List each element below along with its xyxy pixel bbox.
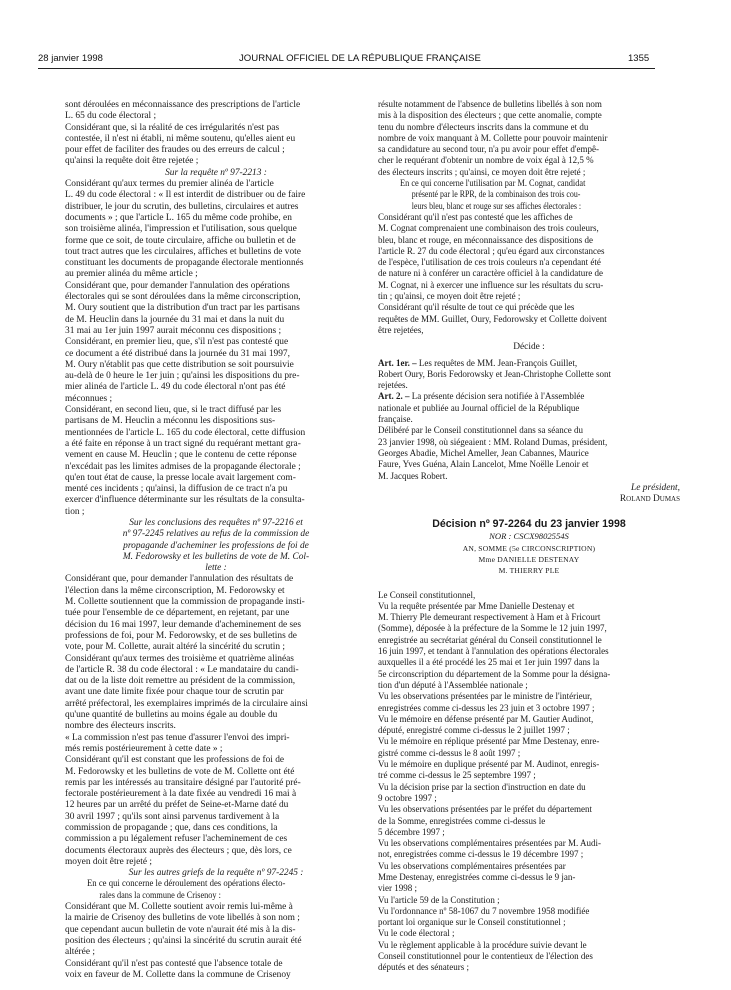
text-line: Art. 2. – La présente décision sera notifiée à l'Assemblée (378, 392, 585, 403)
text-line: 16 juin 1997, et tendant à l'annulation des opérations électorales (378, 647, 609, 658)
text-line: tuée pour l'ensemble de ce département, en rejetant, par une (65, 608, 290, 619)
text-line: « La commission n'est pas tenue d'assurer l'envoi des impri- (65, 732, 290, 743)
text-line: des électeurs inscrits ; qu'ainsi, ce moyen doit être rejeté ; (378, 167, 586, 178)
text-line: au premier alinéa du même article ; (65, 269, 198, 280)
text-line: M. Fedorowsky et les bulletins de vote de M. Col- (122, 551, 310, 562)
text-line: 9 octobre 1997 ; (378, 793, 437, 804)
text-line: menté ces incidents ; qu'ainsi, la diffusion de ce tract n'a pu (65, 484, 288, 495)
text-line: M. Jacques Robert. (378, 471, 448, 482)
decision-nor: NOR : CSCX9802554S (489, 531, 569, 542)
text-line: tenu du nombre d'électeurs inscrits dans la commune et du (378, 122, 589, 133)
text-line: a été faite en réponse à un tract signé du requérant mettant gra- (65, 438, 301, 449)
text-line: documents » ; que l'article L. 165 du même code prohibe, en (65, 212, 292, 223)
text-line: professions de foi, pour M. Fedorowsky, et de ses bulletins de (65, 630, 297, 641)
text-line: Vu le code électoral ; (378, 929, 455, 940)
text-line: Vu les observations complémentaires présentées par M. Audi- (378, 839, 601, 850)
text-line: M. Oury soutient que la distribution d'un tract par les partisans (65, 303, 300, 314)
text-line: qu'ainsi la requête doit être rejetée ; (65, 156, 199, 167)
text-line: Sur les conclusions des requêtes nº 97-2216 et (129, 517, 303, 528)
text-line: L. 49 du code électoral : « Il est interdit de distribuer ou de faire (65, 190, 306, 201)
text-line: Faure, Yves Guéna, Alain Lancelot, Mme Noëlle Lenoir et (378, 460, 589, 471)
text-line: Le président, (631, 482, 680, 493)
text-line: vote, pour M. Collette, aurait altéré la sincérité du scrutin ; (65, 642, 285, 653)
text-line: vier 1998 ; (378, 884, 418, 895)
text-line: Vu la requête présentée par Mme Danielle Destenay et (378, 601, 575, 612)
text-line: position des électeurs ; qu'ainsi la sincérité du scrutin aurait été (65, 935, 302, 946)
text-line: Considérant qu'il résulte de tout ce qui précède que les (378, 303, 575, 314)
text-line: Considérant qu'il est constant que les professions de foi de (65, 755, 285, 766)
text-line: lette : (205, 563, 227, 574)
text-line: forme que ce soit, de toute circulaire, affiche ou bulletin et de (65, 235, 296, 246)
text-line: tout tract autres que les circulaires, affiches et bulletins de vote (65, 246, 301, 257)
text-line: M. Cognat comprenaient une combinaison des trois couleurs, (378, 224, 599, 235)
text-line: Vu le règlement applicable à la procédure suivie devant le (378, 940, 587, 951)
text-line: M. Oury n'établit pas que cette distribution se soit poursuivie (65, 359, 294, 370)
text-line: not, enregistrées comme ci-dessus le 19 décembre 1997 ; (378, 850, 584, 861)
text-line: sa candidature au second tour, n'a pu avoir pour effet d'empê- (378, 145, 599, 156)
text-line: Considérant qu'aux termes du premier alinéa de l'article (65, 179, 274, 190)
right-column (378, 100, 680, 975)
text-line: Georges Abadie, Michel Ameller, Jean Cabannes, Maurice (378, 448, 589, 459)
text-line: 30 avril 1997 ; qu'ils sont ainsi parvenus tardivement à la (65, 811, 280, 822)
text-line: En ce qui concerne l'utilisation par M. Cognat, candidat (400, 179, 586, 190)
text-line: enregistrée au secrétariat général du Conseil constitutionnel le (378, 635, 602, 646)
text-line: Sur la requête nº 97-2213 : (165, 167, 267, 178)
text-line: française. (378, 415, 413, 426)
text-line: En ce qui concerne le déroulement des opérations électo- (87, 879, 286, 890)
decision-party-2: M. THIERRY PLE (498, 566, 560, 576)
text-line: députés et des sénateurs ; (378, 963, 470, 974)
text-line: (Somme), déposée à la préfecture de la Somme le 12 juin 1997, (378, 624, 607, 635)
text-line: que cependant aucun bulletin de vote n'aurait été mis à la dis- (65, 924, 296, 935)
text-line: la mairie de Crisenoy des bulletins de vote libellés à son nom ; (65, 913, 300, 924)
text-line: qu'une quantité de bulletins au moins égale au double du (65, 710, 278, 721)
header-journal-title: JOURNAL OFFICIEL DE LA RÉPUBLIQUE FRANÇAISE (239, 53, 481, 64)
text-line: Considérant qu'il n'est pas contesté que les affiches de (378, 212, 573, 223)
text-line: Considérant, en premier lieu, que, s'il n'est pas contesté que (65, 337, 289, 348)
text-line: bleu, blanc et rouge, en méconnaissance des dispositions de (378, 235, 594, 246)
text-line: sont déroulées en méconnaissance des prescriptions de l'article (65, 100, 301, 110)
text-line: Considérant que, si la réalité de ces irrégularités n'est pas (65, 122, 280, 133)
text-line: leurs bleu, blanc et rouge sur ses affiches électorales : (411, 201, 582, 212)
text-line: Considérant que, pour demander l'annulation des opérations (65, 280, 290, 291)
text-line: Considérant qu'aux termes des troisième et quatrième alinéas (65, 653, 294, 664)
text-line: de M. Heuclin dans la journée du 31 mai et dans la nuit du (65, 314, 285, 325)
text-line: pour effet de faciliter des fraudes ou des erreurs de calcul ; (65, 145, 285, 156)
text-line: nº 97-2245 relatives au refus de la commission de (122, 529, 310, 540)
text-line: Robert Oury, Boris Fedorowsky et Jean-Christophe Collette sont (378, 369, 611, 380)
decision-title: Décision nº 97-2264 du 23 janvier 1998 (432, 518, 626, 531)
text-line: gistré comme ci-dessus le 8 août 1997 ; (378, 748, 521, 759)
text-line: Roland Dumas (619, 494, 680, 505)
header-rule (38, 68, 655, 69)
text-line: Conseil constitutionnel pour le contentieux de l'élection des (378, 952, 593, 963)
text-line: M. Collette soutiennent que la commission de propagande insti- (65, 597, 305, 608)
text-line: M. Fedorowsky et les bulletins de vote de M. Collette ont été (65, 766, 295, 777)
previous-decision-conclusion (378, 100, 680, 505)
text-line: constituant les documents de propagande électorale mentionnés (65, 258, 304, 269)
text-line: Délibéré par le Conseil constitutionnel dans sa séance du (378, 426, 584, 437)
text-line: auxquelles il a été procédé les 25 mai et 1er juin 1997 dans la (378, 658, 600, 669)
text-line: remis par les intéressés au transitaire désigné par l'autorité pré- (65, 777, 301, 788)
text-line: Art. 1er. – Les requêtes de MM. Jean-François Guillet, (378, 358, 578, 369)
text-line: tré comme ci-dessus le 25 septembre 1997 ; (378, 771, 536, 782)
text-line: tion ; (65, 506, 85, 517)
text-line: Considérant que, pour demander l'annulation des résultats de (65, 574, 294, 585)
text-line: fectorale postérieurement à la date fixée au vendredi 16 mai à (65, 789, 297, 800)
text-line: commission de propagande ; que, dans ces conditions, la (65, 823, 278, 833)
text-line: altérée ; (65, 947, 95, 958)
text-line: Vu le mémoire en défense présenté par M. Gautier Audinot, (378, 714, 594, 725)
text-line: commission a pu légalement refuser l'acheminement de ces (65, 834, 288, 845)
text-line: être rejetées, (378, 325, 424, 336)
text-line: voix en faveur de M. Collette dans la commune de Crisenoy (65, 969, 291, 980)
text-line: rejetées. (378, 381, 408, 392)
text-line: Décide : (513, 342, 545, 353)
decision-circonscription: AN, SOMME (5e CIRCONSCRIPTION) (462, 543, 596, 553)
text-line: député, enregistré comme ci-dessus le 2 juillet 1997 ; (378, 726, 570, 737)
text-line: ce document a été distribué dans la journée du 31 mai 1997, (65, 348, 290, 359)
text-line: documents électoraux auprès des électeurs ; que, dès lors, ce (65, 845, 292, 856)
text-line: Considérant que M. Collette soutient avoir remis lui-même à (65, 902, 293, 913)
text-line: Vu la décision prise par la section d'instruction en date du (378, 782, 586, 793)
text-line: méconnues ; (65, 393, 113, 404)
text-line: son troisième alinéa, l'impression et l'utilisation, sous quelque (65, 224, 297, 235)
text-line: nombre de voix manquant à M. Collette pour pouvoir maintenir (378, 133, 608, 144)
text-line: au-delà de 0 heure le 1er juin ; qu'ainsi les dispositions du pre- (65, 371, 300, 382)
text-line: més remis postérieurement à cette date » ; (65, 743, 223, 754)
text-line: 12 heures par un arrêté du préfet de Seine-et-Marne daté du (65, 800, 289, 811)
text-line: résulte notamment de l'absence de bulletins libellés à son nom (378, 100, 602, 110)
header-date: 28 janvier 1998 (38, 53, 103, 64)
text-line: M. Thierry Ple demeurant respectivement à Ham et à Fricourt (378, 613, 601, 624)
text-line: portant loi organique sur le Conseil constitutionnel ; (378, 918, 566, 929)
text-line: mentionnées de l'article L. 165 du code électoral, cette diffusion (65, 427, 306, 438)
text-line: n'excédait pas les limites admises de la propagande électorale ; (65, 461, 301, 472)
text-line: Vu le mémoire en duplique présenté par M. Audinot, enregis- (378, 760, 600, 771)
text-line: nombre des électeurs inscrits. (65, 721, 176, 732)
text-line: de l'espèce, l'utilisation de ces trois couleurs n'a cependant été (378, 258, 601, 269)
text-line: arrêté préfectoral, les exemplaires imprimés de la circulaire ainsi (65, 698, 308, 709)
text-line: exercer d'influence déterminante sur les résultats de la consulta- (65, 495, 305, 506)
text-line: Le Conseil constitutionnel, (378, 590, 476, 601)
text-line: distribuer, le jour du scrutin, des bulletins, circulaires et autres (65, 201, 299, 212)
text-line: dat ou de la liste doit remettre au président de la commission, (65, 676, 296, 687)
text-line: L. 65 du code électoral ; (65, 111, 157, 122)
text-line: l'article R. 27 du code électoral ; qu'eu égard aux circonstances (378, 246, 605, 257)
text-line: Considérant, en second lieu, que, si le tract diffusé par les (65, 405, 282, 416)
text-line: nationale et publiée au Journal officiel de la République (378, 403, 580, 414)
text-line: avant une date limite fixée pour chaque tour de scrutin par (65, 687, 284, 698)
header-page-number: 1355 (628, 53, 650, 64)
text-line: tion d'un député à l'Assemblée nationale ; (378, 680, 528, 691)
text-line: électorales qui se sont déroulées dans la même circonscription, (65, 292, 301, 303)
text-line: moyen doit être rejeté ; (65, 856, 152, 867)
text-line: 31 mai au 1er juin 1997 aurait méconnu ces dispositions ; (65, 325, 282, 336)
text-line: 5e circonscription du département de la Somme pour la désigna- (378, 669, 611, 680)
decision-body (378, 591, 680, 975)
text-line: Vu le mémoire en réplique présenté par Mme Destenay, enre- (378, 737, 600, 748)
decision-party-1: Mme DANIELLE DESTENAY (478, 554, 580, 564)
left-column (65, 100, 367, 981)
text-line: de la Somme, enregistrées comme ci-dessus le (378, 816, 546, 827)
text-line: rales dans la commune de Crisenoy : (99, 890, 221, 901)
text-line: Considérant qu'il n'est pas contesté que l'absence totale de (65, 958, 283, 969)
text-line: l'élection dans la même circonscription, M. Fedorowsky et (65, 585, 285, 596)
text-line: enregistrées comme ci-dessus les 23 juin et 3 octobre 1997 ; (378, 703, 595, 714)
text-line: Vu l'article 59 de la Constitution ; (378, 895, 500, 906)
text-line: vement en cause M. Heuclin ; que le contenu de cette réponse (65, 450, 297, 461)
text-line: M. Cognat, ni à exercer une influence sur les résultats du scru- (378, 280, 604, 291)
text-line: 23 janvier 1998, où siégeaient : MM. Roland Dumas, président, (378, 437, 608, 448)
text-line: de nature ni à conférer un caractère officiel à la candidature de (378, 269, 604, 280)
text-line: de l'article R. 38 du code électoral : « Le mandataire du candi- (65, 664, 299, 675)
text-line: Mme Destenay, enregistrées comme ci-dessus le 9 jan- (378, 873, 576, 883)
text-line: Vu les observations complémentaires présentées par (378, 861, 566, 872)
text-line: Sur les autres griefs de la requête nº 97-2245 : (128, 868, 304, 879)
text-line: Vu les observations présentées par le ministre de l'intérieur, (378, 692, 592, 703)
text-line: cher le requérant d'obtenir un nombre de voix égal à 12,5 % (378, 156, 594, 167)
text-line: présenté par le RPR, de la combinaison des trois cou- (411, 190, 581, 201)
text-line: Vu l'ordonnance nº 58-1067 du 7 novembre 1958 modifiée (378, 906, 590, 917)
text-line: tin ; qu'ainsi, ce moyen doit être rejeté ; (378, 292, 521, 303)
text-line: contestée, il n'est ni établi, ni même soutenu, qu'elles aient eu (65, 133, 296, 144)
text-line: requêtes de MM. Guillet, Oury, Fedorowsky et Collette doivent (378, 314, 607, 325)
text-line: mier alinéa de l'article L. 49 du code électoral n'ont pas été (65, 382, 286, 393)
text-line: décision du 16 mai 1997, leur demande d'acheminement de ses (65, 619, 301, 630)
text-line: partisans de M. Heuclin a méconnu les dispositions sus- (65, 416, 276, 427)
text-line: qu'en tout état de cause, la presse locale avait largement com- (65, 472, 296, 483)
text-line: propagande d'acheminer les professions de foi de (123, 540, 309, 551)
text-line: 5 décembre 1997 ; (378, 827, 445, 838)
text-line: Vu les observations présentées par le préfet du département (378, 805, 592, 816)
text-line: mis à la disposition des électeurs ; que cette anomalie, compte (378, 111, 602, 122)
